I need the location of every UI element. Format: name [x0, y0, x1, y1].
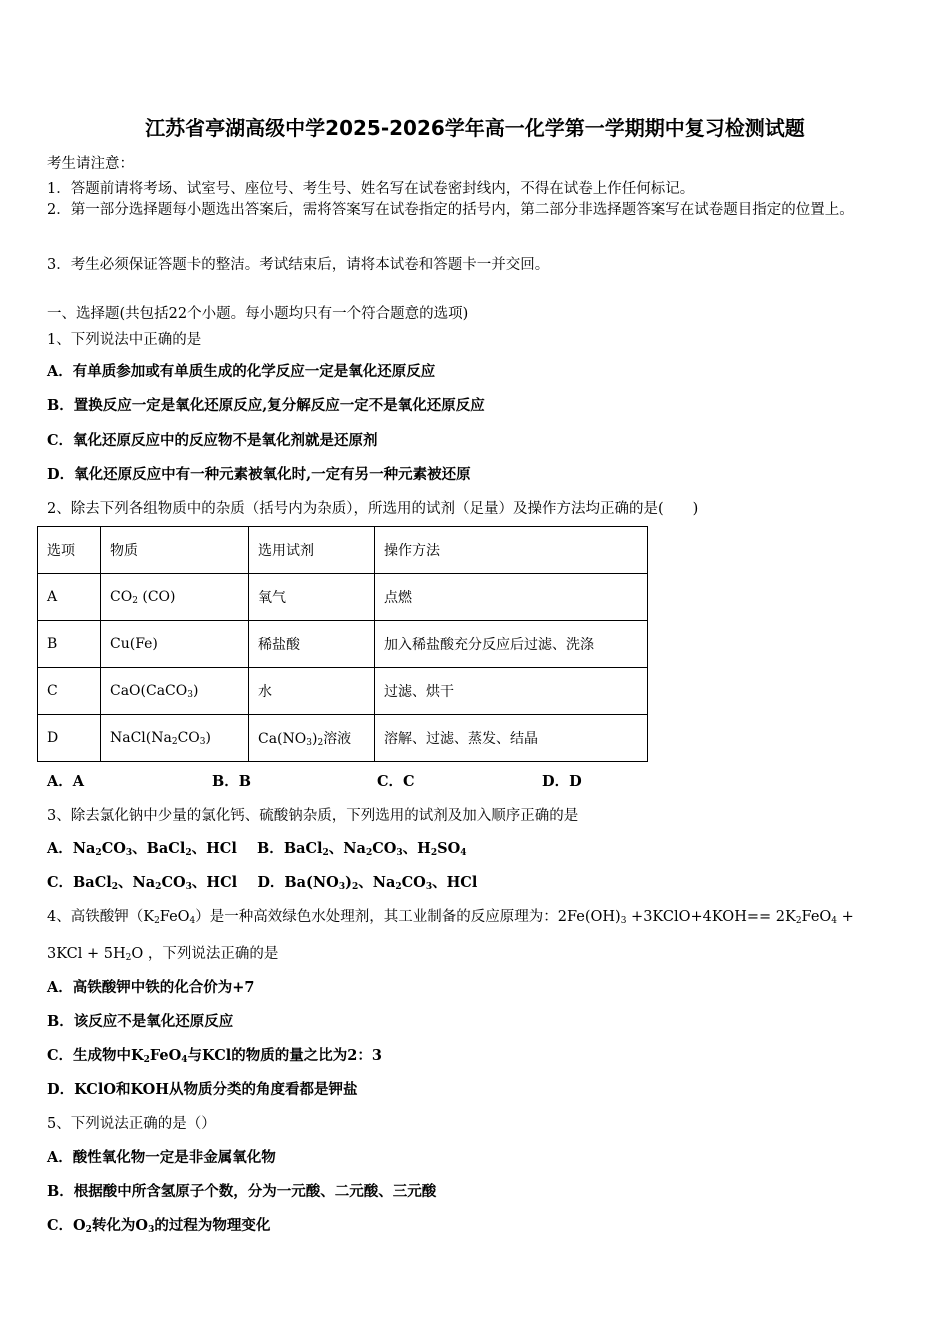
- table-cell: D: [38, 715, 101, 762]
- table-cell: Cu(Fe): [101, 621, 249, 668]
- table-header: 选用试剂: [249, 527, 375, 574]
- question-stem-cont: $3KCl + 5H_2O$ ，下列说法正确的是: [47, 946, 279, 963]
- option-row: [47, 871, 477, 892]
- question-stem: 4、高铁酸钾$(K_2FeO_4)$是一种高效绿色水处理剂，其工业制备的反应原理为：$2Fe(OH)_3$ +3KClO+4KOH== $2K_2FeO_4$ +: [47, 909, 854, 926]
- table-cell: 过滤、烘干: [375, 668, 648, 715]
- table-header-row: [38, 527, 648, 574]
- notice-item: 3．考生必须保证答题卡的整洁。考试结束后，请将本试卷和答题卡一并交回。: [47, 257, 550, 273]
- table-cell: 溶解、过滤、蒸发、结晶: [375, 715, 648, 762]
- notice-item: 1．答题前请将考场、试室号、座位号、考生号、姓名写在试卷密封线内，不得在试卷上作任何标记。: [47, 181, 695, 197]
- option: C．$O_2$转化为$O_3$的过程为物理变化: [47, 1217, 271, 1235]
- option: A．A: [47, 773, 85, 790]
- question-stem: 1、下列说法中正确的是: [47, 332, 202, 348]
- table-row: [38, 715, 648, 762]
- option: A．$Na_2CO_3$、BaCl$_2$、HCl: [47, 840, 237, 858]
- exam-title: 江苏省亭湖高级中学2025-2026学年高一化学第一学期期中复习检测试题: [145, 116, 805, 140]
- option: C．BaCl$_2$、$Na_2CO_3$、HCl: [47, 874, 238, 892]
- notice-item: 2．第一部分选择题每小题选出答案后，需将答案写在试卷指定的括号内，第二部分非选择题答案写在试卷题目指定的位置上。: [47, 202, 854, 218]
- option: D．KClO和KOH从物质分类的角度看都是钾盐: [47, 1081, 358, 1098]
- option: B．该反应不是氧化还原反应: [47, 1013, 234, 1030]
- option: D．氧化还原反应中有一种元素被氧化时,一定有另一种元素被还原: [47, 466, 471, 483]
- option: A．酸性氧化物一定是非金属氧化物: [47, 1149, 276, 1166]
- table-header: 选项: [38, 527, 101, 574]
- table-header: 物质: [101, 527, 249, 574]
- option: A．高铁酸钾中铁的化合价为+7: [47, 979, 255, 996]
- option-row: [47, 837, 466, 858]
- table-cell: $NaCl(Na_2CO_3)$: [101, 715, 249, 762]
- table-row: [38, 621, 648, 668]
- table-cell: 稀盐酸: [249, 621, 375, 668]
- table-header: 操作方法: [375, 527, 648, 574]
- option: C．C: [377, 773, 415, 790]
- option: B．BaCl$_2$、$Na_2CO_3$、$H_2SO_4$: [257, 840, 467, 858]
- notice-heading: 考生请注意：: [47, 156, 134, 172]
- section-heading: 一、选择题(共包括22个小题。每小题均只有一个符合题意的选项): [47, 306, 469, 322]
- table-cell: 点燃: [375, 574, 648, 621]
- question-stem: 5、下列说法正确的是（）: [47, 1116, 216, 1132]
- option: A．有单质参加或有单质生成的化学反应一定是氧化还原反应: [47, 363, 436, 380]
- table-row: [38, 668, 648, 715]
- table-cell: 加入稀盐酸充分反应后过滤、洗涤: [375, 621, 648, 668]
- table-cell: C: [38, 668, 101, 715]
- option: B．根据酸中所含氢原子个数，分为一元酸、二元酸、三元酸: [47, 1183, 437, 1200]
- table-cell: A: [38, 574, 101, 621]
- question-stem: 3、除去氯化钠中少量的氯化钙、硫酸钠杂质，下列选用的试剂及加入顺序正确的是: [47, 808, 579, 824]
- table-cell: 水: [249, 668, 375, 715]
- question-stem: 2、除去下列各组物质中的杂质（括号内为杂质），所选用的试剂（足量）及操作方法均正确的是( ): [47, 501, 699, 517]
- table-cell: B: [38, 621, 101, 668]
- table-cell: $CO_2$ (CO): [101, 574, 249, 621]
- option: C．生成物中$K_2FeO_4$与KCl的物质的量之比为2：3: [47, 1047, 382, 1065]
- option: B．B: [212, 773, 252, 790]
- option: C．氧化还原反应中的反应物不是氧化剂就是还原剂: [47, 432, 378, 449]
- table-row: [38, 574, 648, 621]
- option: D．D: [542, 773, 582, 790]
- option: D．$Ba(NO_3)_2$、$Na_2CO_3$、HCl: [257, 874, 478, 892]
- table-cell: CaO(CaCO$_3$): [101, 668, 249, 715]
- option: B．置换反应一定是氧化还原反应,复分解反应一定不是氧化还原反应: [47, 397, 485, 414]
- table-cell: 氧气: [249, 574, 375, 621]
- table-cell: $Ca(NO_3)_2$溶液: [249, 715, 375, 762]
- purification-table: [37, 526, 648, 762]
